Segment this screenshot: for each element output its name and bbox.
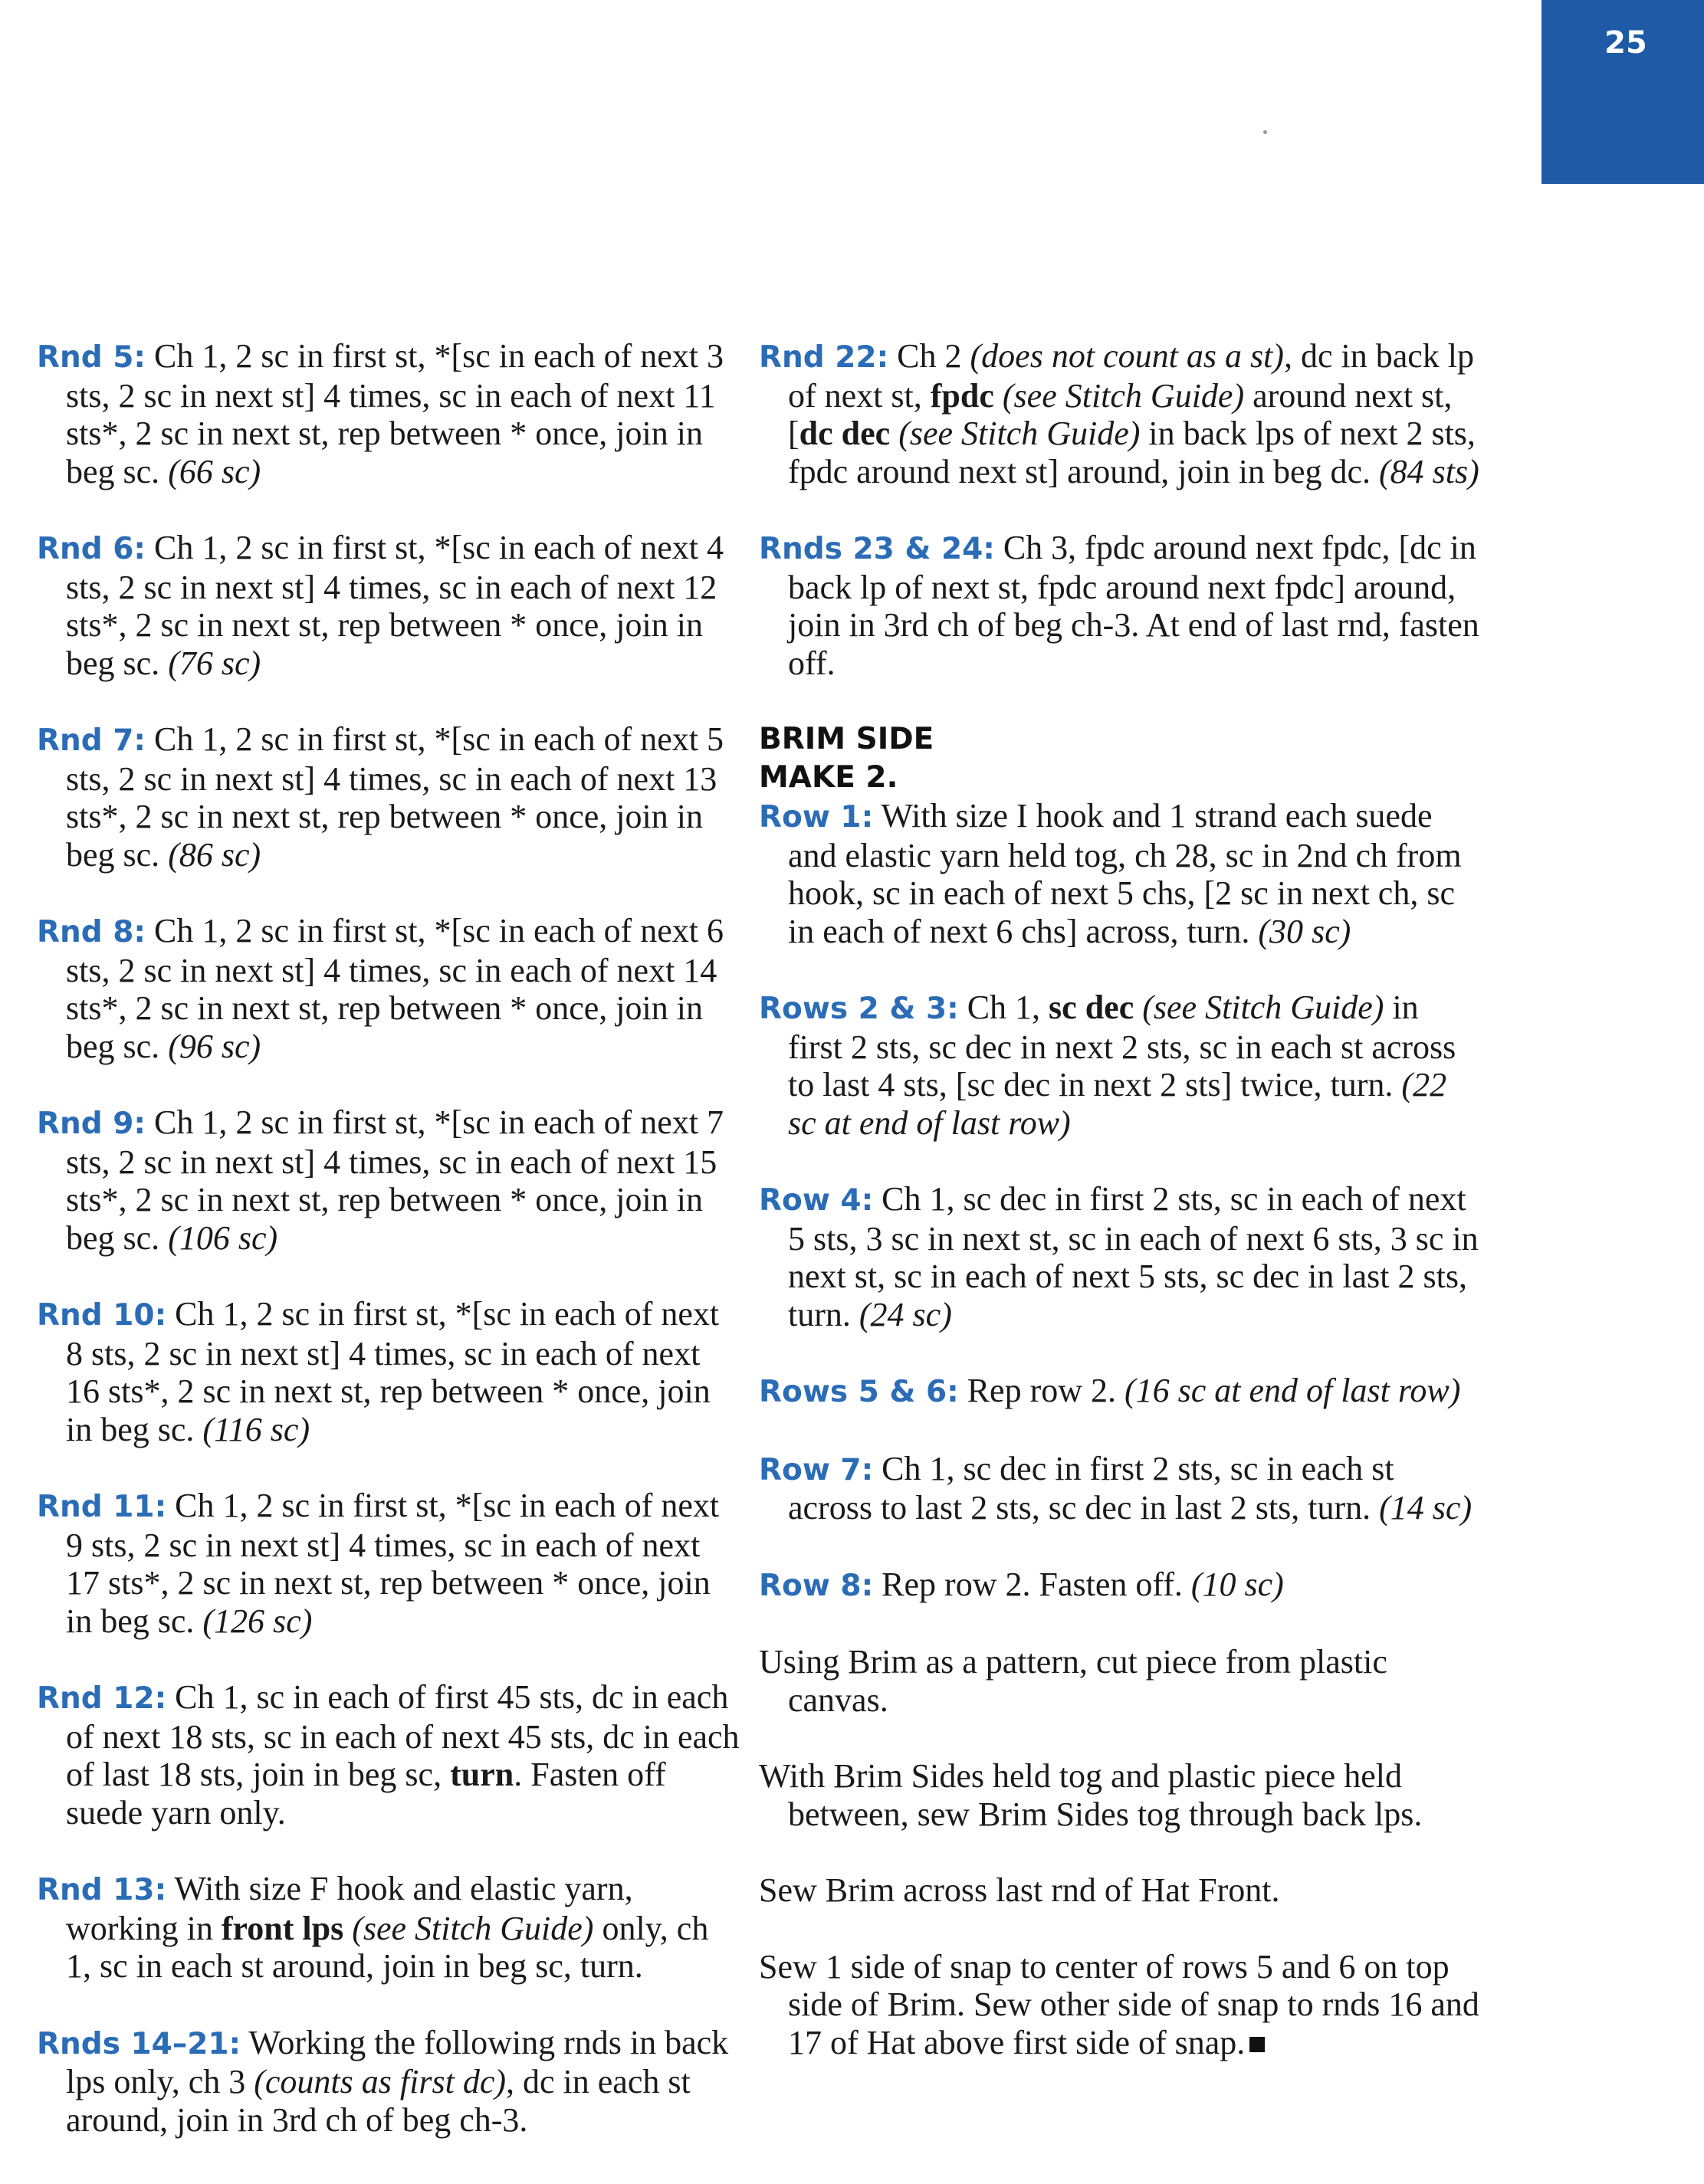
instruction-row-1: Row 1: With size I hook and 1 strand each suede and elastic yarn held tog, ch 28, sc in 2nd ch from hook, sc in each of next 5 chs, [2 sc in next ch, sc in each of next 6 chs] across, turn. (30 sc)	[759, 797, 1462, 950]
finishing-step-1: Using Brim as a pattern, cut piece from plastic canvas.	[759, 1643, 1387, 1719]
instruction-rnd-8: Rnd 8: Ch 1, 2 sc in first st, *[sc in each of next 6 sts, 2 sc in next st] 4 times, sc in each of next 14 sts*, 2 sc in next st, rep between * once, join in beg sc. (96 sc)	[37, 912, 724, 1065]
instruction-rnds-23-24: Rnds 23 & 24: Ch 3, fpdc around next fpdc, [dc in back lp of next st, fpdc around next fpdc] around, join in 3rd ch of beg ch-3. At end of last rnd, fasten off.	[759, 529, 1479, 682]
instruction-rnd-13: Rnd 13: With size F hook and elastic yarn, working in front lps (see Stitch Guide) only, ch 1, sc in each st around, join in beg sc, turn.	[37, 1870, 709, 1985]
instruction-rows-2-3: Rows 2 & 3: Ch 1, sc dec (see Stitch Guide) in first 2 sts, sc dec in next 2 sts, sc in each st across to last 4 sts, [sc dec in next 2 sts] twice, turn. (22 sc at end of last row)	[759, 989, 1456, 1142]
section-heading-brim-side: BRIM SIDE	[759, 722, 934, 756]
instruction-rows-5-6: Rows 5 & 6: Rep row 2. (16 sc at end of last row)	[759, 1372, 1461, 1409]
page-number-tab	[1541, 0, 1704, 184]
finishing-step-4: Sew 1 side of snap to center of rows 5 and 6 on top side of Brim. Sew other side of snap to rnds 16 and 17 of Hat above first side of snap.	[759, 1947, 1479, 2061]
instruction-rnd-5: Rnd 5: Ch 1, 2 sc in first st, *[sc in each of next 3 sts, 2 sc in next st] 4 times, sc in each of next 11 sts*, 2 sc in next st, rep between * once, join in beg sc. (66 sc)	[37, 337, 724, 490]
instruction-row-7: Row 7: Ch 1, sc dec in first 2 sts, sc in each st across to last 2 sts, sc dec in last 2 sts, turn. (14 sc)	[759, 1449, 1473, 1527]
instruction-row-8: Row 8: Rep row 2. Fasten off. (10 sc)	[759, 1565, 1284, 1603]
right-column	[759, 337, 1479, 2100]
instruction-rnd-9: Rnd 9: Ch 1, 2 sc in first st, *[sc in each of next 7 sts, 2 sc in next st] 4 times, sc in each of next 15 sts*, 2 sc in next st, rep between * once, join in beg sc. (106 sc)	[37, 1103, 724, 1257]
finishing-step-2: With Brim Sides held tog and plastic piece held between, sew Brim Sides tog through back lps.	[759, 1757, 1423, 1833]
section-subheading-make-2: MAKE 2.	[759, 760, 898, 795]
page-number: 25	[1604, 25, 1647, 61]
page-speck	[1263, 130, 1267, 134]
instruction-rnds-14-21: Rnds 14–21: Working the following rnds in back lps only, ch 3 (counts as first dc), dc in each st around, join in 3rd ch of beg ch-3.	[37, 2023, 729, 2139]
instruction-rnd-7: Rnd 7: Ch 1, 2 sc in first st, *[sc in each of next 5 sts, 2 sc in next st] 4 times, sc in each of next 13 sts*, 2 sc in next st, rep between * once, join in beg sc. (86 sc)	[37, 720, 724, 874]
instruction-rnd-10: Rnd 10: Ch 1, 2 sc in first st, *[sc in each of next 8 sts, 2 sc in next st] 4 times, sc in each of next 16 sts*, 2 sc in next st, rep between * once, join in beg sc. (116 sc)	[37, 1295, 720, 1448]
left-column	[37, 337, 742, 2177]
instruction-rnd-22: Rnd 22: Ch 2 (does not count as a st), dc in back lp of next st, fpdc (see Stitch Guide) around next st, [dc dec (see Stitch Guide) in back lps of next 2 sts, fpdc around next st] around, join in beg dc. (84 sts)	[759, 337, 1479, 490]
instruction-rnd-11: Rnd 11: Ch 1, 2 sc in first st, *[sc in each of next 9 sts, 2 sc in next st] 4 times, sc in each of next 17 sts*, 2 sc in next st, rep between * once, join in beg sc. (126 sc)	[37, 1487, 720, 1640]
end-of-pattern-square-icon	[1249, 2037, 1265, 2052]
instruction-rnd-6: Rnd 6: Ch 1, 2 sc in first st, *[sc in each of next 4 sts, 2 sc in next st] 4 times, sc in each of next 12 sts*, 2 sc in next st, rep between * once, join in beg sc. (76 sc)	[37, 529, 724, 682]
instruction-row-4: Row 4: Ch 1, sc dec in first 2 sts, sc in each of next 5 sts, 3 sc in next st, sc in each of next 6 sts, 3 sc in next st, sc in each of next 5 sts, sc dec in last 2 sts, turn. (24 sc)	[759, 1180, 1479, 1333]
instruction-rnd-12: Rnd 12: Ch 1, sc in each of first 45 sts, dc in each of next 18 sts, sc in each of next 45 sts, dc in each of last 18 sts, join in beg sc, turn. Fasten off suede yarn only.	[37, 1678, 740, 1831]
finishing-step-3: Sew Brim across last rnd of Hat Front.	[759, 1871, 1280, 1909]
